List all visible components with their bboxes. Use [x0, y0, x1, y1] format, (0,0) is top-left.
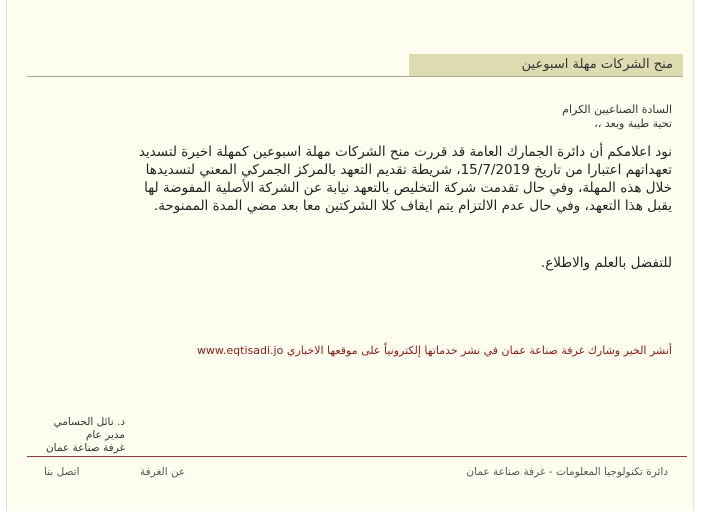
- signature-name: د. نائل الحسامي: [53, 416, 125, 428]
- closing-line: للتفضل بالعلم والاطلاع.: [540, 255, 672, 271]
- news-site-link[interactable]: www.eqtisadi.jo: [196, 344, 284, 357]
- share-line: [197, 344, 672, 357]
- greeting: [562, 103, 672, 131]
- header-bar: [27, 54, 683, 77]
- signature-org: غرفة صناعة عمان: [45, 442, 125, 454]
- contact-link[interactable]: اتصل بنا: [44, 466, 80, 478]
- page-title: منح الشركات مهلة اسبوعين: [409, 54, 683, 76]
- greeting-line-1: السادة الصناعيين الكرام: [562, 103, 672, 116]
- footer-divider: [27, 456, 687, 457]
- signature-block: [35, 416, 125, 455]
- greeting-line-2: تحية طيبة وبعد ،،: [594, 117, 672, 130]
- signature-role: مدير عام: [85, 429, 125, 441]
- body-paragraph: نود اعلامكم أن دائرة الجمارك العامة قد قررت منح الشركات مهلة اسبوعين كمهلة اخيرة لتسديد تعهداتهم اعتبارا من تاريخ 15/7/2019، شريطة تقديم التعهد بالمركز الجمركي المعني لتسديدها خلال هذه المهلة، وفي حال تقدمت شركة التخليص بالتعهد نيابة عن الشركة الأصلية المفوضة لها يقبل هذا التعهد، وفي حال عدم الالتزام يتم ايقاف كلا الشركتين معا بعد مضي المدة الممنوحة.: [138, 144, 672, 214]
- footer-department: دائرة تكنولوجيا المعلومات - غرفة صناعة عمان: [466, 466, 668, 478]
- share-text: أنشر الخير وشارك غرفة صناعة عمان في نشر خدماتها إلكترونياً على موقعها الاخباري: [286, 344, 672, 357]
- letter-page: [6, 0, 694, 511]
- about-link[interactable]: عن الغرفة: [140, 466, 186, 478]
